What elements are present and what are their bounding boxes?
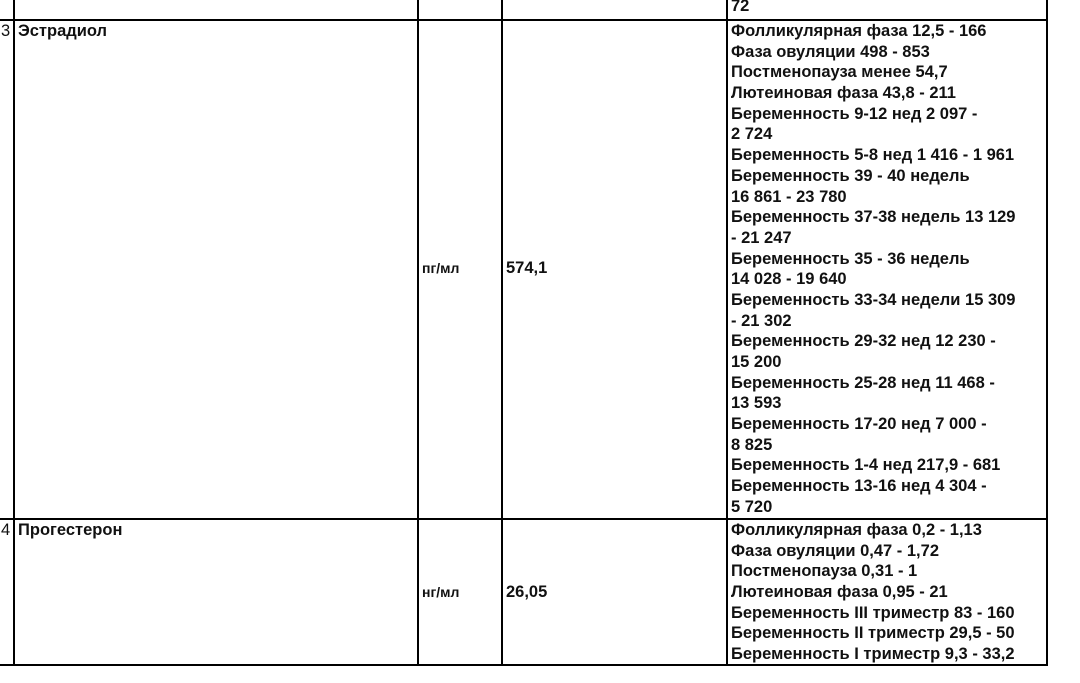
row4-reference-ranges [731,520,1015,665]
reference-range-line: Беременность III триместр 83 - 160 [731,603,1015,622]
table-rule-col-num [13,0,15,666]
reference-range-line: Постменопауза 0,31 - 1 [731,562,918,581]
reference-range-line: 16 861 - 23 780 [731,187,847,206]
reference-range-line: Беременность 9-12 нед 2 097 - [731,104,978,123]
table-rule-col-ref [1046,0,1048,666]
reference-range-line: Фаза овуляции 498 - 853 [731,42,930,61]
row3-unit: пг/мл [422,260,460,276]
reference-range-line: Беременность I триместр 9,3 - 33,2 [731,645,1015,664]
reference-range-line: 14 028 - 19 640 [731,270,847,289]
reference-range-line: Беременность 35 - 36 недель [731,249,970,268]
reference-range-line: 15 200 [731,353,782,371]
reference-range-line: 5 720 [731,497,773,516]
reference-range-line: - 21 247 [731,228,792,247]
reference-range-line: Беременность 17-20 нед 7 000 - [731,415,987,434]
reference-range-line: Постменопауза менее 54,7 [731,63,948,82]
reference-range-line: Лютеиновая фаза 43,8 - 211 [731,84,956,103]
reference-range-line: Беременность 13-16 нед 4 304 - [731,477,987,496]
top-row-ref-tail: 72 [731,0,750,15]
reference-range-line: - 21 302 [731,311,792,330]
reference-range-line: Фолликулярная фаза 12,5 - 166 [731,22,987,40]
reference-range-line: Беременность 37-38 недель 13 129 [731,208,1016,227]
row3-result-value: 574,1 [506,259,548,277]
row4-unit: нг/мл [422,584,460,600]
reference-range-line: Беременность 1-4 нед 217,9 - 681 [731,456,1001,475]
row4-analyte-name: Прогестерон [18,521,123,539]
reference-range-line: 8 825 [731,435,773,454]
reference-range-line: 13 593 [731,394,782,413]
reference-range-line: 2 724 [731,125,773,144]
reference-range-line: Беременность 5-8 нед 1 416 - 1 961 [731,146,1015,165]
reference-range-line: Фолликулярная фаза 0,2 - 1,13 [731,521,982,539]
table-rule-col-unit [501,0,503,666]
row3-reference-ranges [731,21,1016,518]
reference-range-line: Фаза овуляции 0,47 - 1,72 [731,541,939,560]
row3-number: 3 [1,22,11,40]
reference-range-line: Беременность 39 - 40 недель [731,166,970,185]
reference-range-line: Беременность 29-32 нед 12 230 - [731,332,996,351]
table-rule-col-value [726,0,728,666]
row4-result-value: 26,05 [506,583,548,601]
reference-range-line: Лютеиновая фаза 0,95 - 21 [731,583,948,602]
reference-range-line: Беременность II триместр 29,5 - 50 [731,624,1015,643]
table-rule-col-name [417,0,419,666]
reference-range-line: Беременность 25-28 нед 11 468 - [731,373,995,392]
reference-range-line: Беременность 33-34 недели 15 309 [731,290,1016,309]
row3-analyte-name: Эстрадиол [18,22,108,40]
row4-number: 4 [1,521,11,539]
